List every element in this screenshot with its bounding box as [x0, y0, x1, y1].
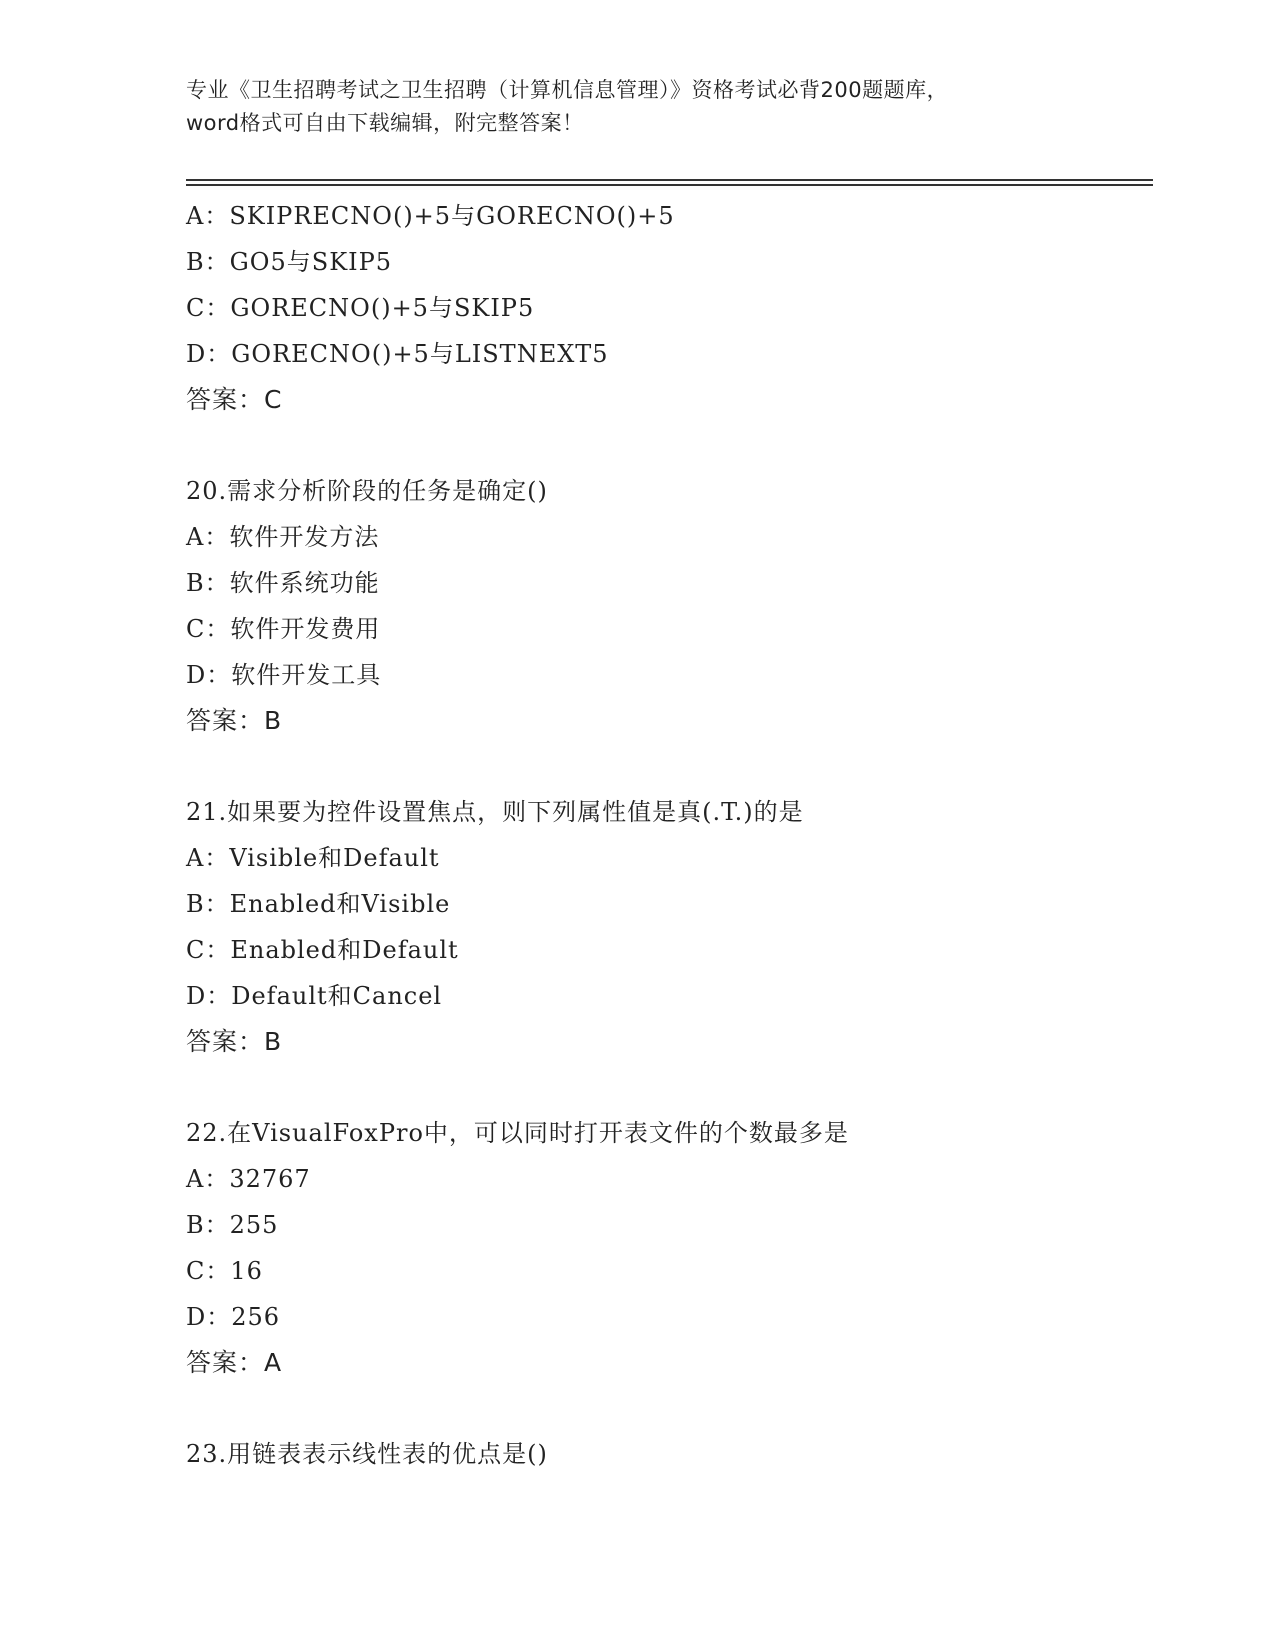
- option-d: D：Default和Cancel: [186, 982, 443, 1010]
- question-block-22: [186, 1110, 1146, 1386]
- option-c: C：GORECNO()+5与SKIP5: [186, 294, 535, 322]
- option-c: C：软件开发费用: [186, 615, 381, 643]
- header-divider-bottom: [186, 184, 1153, 186]
- question-text: 20.需求分析阶段的任务是确定(): [186, 477, 548, 505]
- header-line-1: 专业《卫生招聘考试之卫生招聘（计算机信息管理）》资格考试必背200题题库，: [186, 78, 949, 102]
- option-d: D：软件开发工具: [186, 661, 382, 689]
- document-header: [186, 74, 1086, 140]
- header-divider-top: [186, 179, 1153, 181]
- question-block-23: [186, 1431, 1146, 1477]
- option-a: A：SKIPRECNO()+5与GORECNO()+5: [186, 202, 675, 230]
- option-c: C：Enabled和Default: [186, 936, 459, 964]
- option-a: A：32767: [186, 1165, 311, 1193]
- option-b: B：GO5与SKIP5: [186, 248, 393, 276]
- block-gap: [186, 1065, 1146, 1110]
- question-text: 21.如果要为控件设置焦点，则下列属性值是真(.T.)的是: [186, 798, 804, 826]
- block-gap: [186, 1386, 1146, 1431]
- question-text: 22.在VisualFoxPro中，可以同时打开表文件的个数最多是: [186, 1119, 849, 1147]
- block-gap: [186, 744, 1146, 789]
- option-c: C：16: [186, 1257, 263, 1285]
- option-d: D：256: [186, 1303, 281, 1331]
- question-block-19: [186, 193, 1146, 423]
- question-list: [186, 193, 1146, 1477]
- option-b: B：255: [186, 1211, 279, 1239]
- option-b: B：Enabled和Visible: [186, 890, 451, 918]
- header-line-2: word格式可自由下载编辑，附完整答案！: [186, 111, 584, 135]
- answer-line: 答案：A: [186, 1348, 283, 1377]
- question-text: 23.用链表表示线性表的优点是(): [186, 1440, 548, 1468]
- option-d: D：GORECNO()+5与LISTNEXT5: [186, 340, 609, 368]
- question-block-20: [186, 468, 1146, 744]
- question-block-21: [186, 789, 1146, 1065]
- option-a: A：软件开发方法: [186, 523, 380, 551]
- block-gap: [186, 423, 1146, 468]
- answer-line: 答案：B: [186, 706, 283, 735]
- option-b: B：软件系统功能: [186, 569, 380, 597]
- answer-line: 答案：C: [186, 385, 283, 414]
- answer-line: 答案：B: [186, 1027, 283, 1056]
- option-a: A：Visible和Default: [186, 844, 440, 872]
